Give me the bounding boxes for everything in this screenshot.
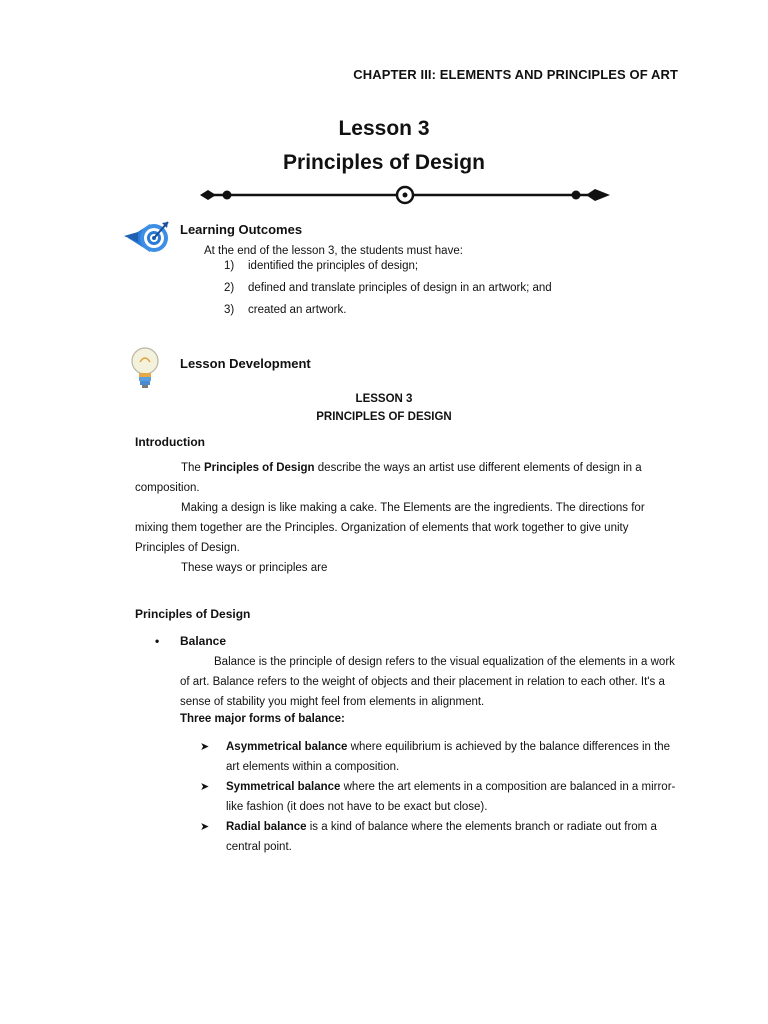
list-item: ➤ Radial balance is a kind of balance where the elements branch or radiate out from a central point. [200, 817, 680, 857]
lesson-topic-title: Principles of Design [283, 151, 485, 174]
lesson-subheading: LESSON 3 [355, 393, 413, 405]
intro-paragraph-1: The Principles of Design describe the ways an artist use different elements of design in a composition. [135, 462, 642, 494]
introduction-heading: Introduction [135, 435, 205, 449]
target-icon [124, 214, 172, 258]
outcomes-intro: At the end of the lesson 3, the students must have: [204, 245, 463, 257]
outcomes-list [224, 260, 552, 326]
chapter-header: CHAPTER III: ELEMENTS AND PRINCIPLES OF ART [353, 67, 678, 82]
list-item: 2) defined and translate principles of design in an artwork; and [224, 282, 552, 294]
ornament-divider-icon [200, 183, 610, 207]
principles-heading: Principles of Design [135, 607, 251, 621]
arrow-bullet-icon: ➤ [200, 741, 210, 753]
intro-paragraph-3: These ways or principles are [181, 562, 328, 574]
principles-subheading: PRINCIPLES OF DESIGN [316, 411, 452, 423]
lesson-development-heading: Lesson Development [180, 356, 311, 371]
forms-heading: Three major forms of balance: [180, 713, 345, 725]
list-item: 1) identified the principles of design; [224, 260, 419, 272]
arrow-bullet-icon: ➤ [200, 821, 210, 833]
lesson-number-title: Lesson 3 [338, 117, 430, 140]
arrow-bullet-icon: ➤ [200, 781, 210, 793]
lightbulb-icon [130, 346, 160, 390]
intro-paragraph-2: Making a design is like making a cake. The Elements are the ingredients. The directions for mixing them together are the Principles. Organization of elements that work together to give unity Principles of Design. [135, 502, 645, 554]
balance-forms-list [200, 737, 680, 857]
list-item: ➤ Symmetrical balance where the art elements in a composition are balanced in a mirror-like fashion (it does not have to be exact but close). [200, 777, 680, 817]
bullet-icon: • [155, 634, 160, 648]
list-item: ➤ Asymmetrical balance where equilibrium is achieved by the balance differences in the art elements within a composition. [200, 737, 680, 777]
balance-paragraph: Balance is the principle of design refers to the visual equalization of the elements in a work of art. Balance refers to the weight of objects and their placement in relation to each other. It's a sense of stability you might feel from elements in alignment. [180, 656, 675, 708]
learning-outcomes-heading: Learning Outcomes [180, 222, 303, 237]
list-item: 3) created an artwork. [224, 304, 347, 316]
balance-heading: Balance [180, 634, 227, 648]
